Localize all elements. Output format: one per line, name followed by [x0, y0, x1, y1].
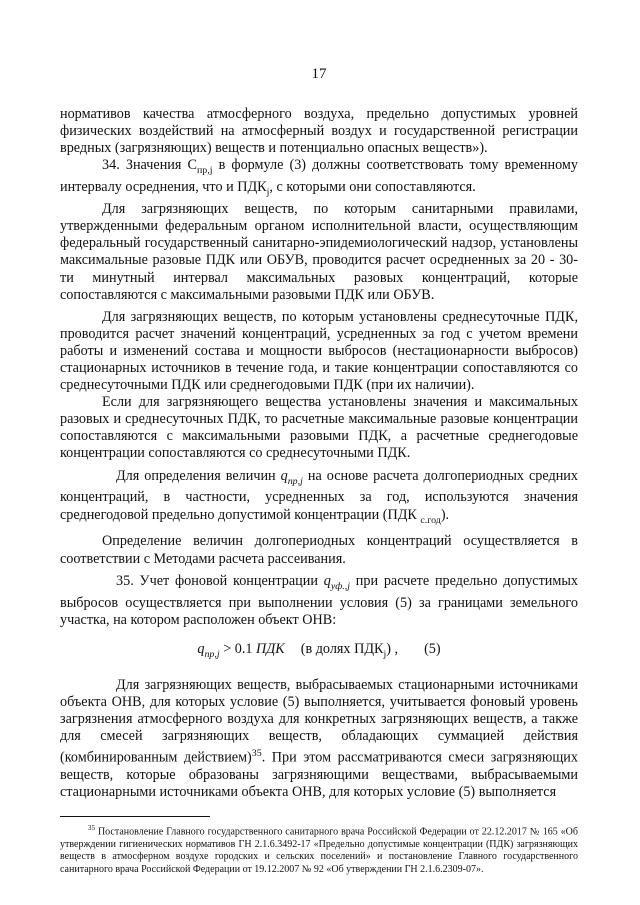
document-body: [60, 106, 578, 801]
paragraph-both-pdk: Если для загрязняющего вещества установлены значения и максимальных разовых и среднесуточных ПДК, то расчетные максимальные разовые концентрации сопоставляются с максимальными разовыми ПДК, а расчетные среднегодовые концентрации сопоставляются со среднесуточными ПДК.: [60, 394, 578, 462]
paragraph-max-single-pdk: Для загрязняющих веществ, по которым санитарными правилами, утвержденными федеральным органом исполнительной власти, осуществляющим федеральный государственный санитарно-эпидемиологический надзор, установлены максимальные разовые ПДК или ОБУВ, проводится расчет осредненных за 20 - 30-ти минутный интервал максимальных разовых концентраций, которые сопоставляются с максимальными разовыми ПДК или ОБУВ.: [60, 201, 578, 303]
paragraph-daily-pdk: Для загрязняющих веществ, по которым установлены среднесуточные ПДК, проводится расчет значений концентраций, усредненных за год с учетом времени работы и изменений состава и мощности выбросов (нестационарности выбросов) стационарных источников в течение года, и такие концентрации сопоставляются со среднесуточными ПДК или среднегодовыми ПДК (при их наличии).: [60, 308, 578, 394]
footnote-35: $^{35}$ Постановление Главного государственного санитарного врача Российской Федерации от 22.12.2017 № 165 «Об утверждении гигиенических нормативов ГН 2.1.6.3492-17 «Предельно допустимые концентрации (ПДК) загрязняющих веществ в атмосферном воздухе городских и сельских поселений» и постановление Главного государственного санитарного врача Российской Федерации от 19.12.2007 № 92 «Об утверждении ГН 2.1.6.2309-07».: [60, 824, 578, 875]
paragraph-35: 35. Учет фоновой концентрации $q_{уф.,j}$ при расчете предельно допустимых выбросов осуществляется при выполнении условия (5) за границами земельного участка, на котором расположен объект ОНВ:: [60, 572, 578, 628]
formula-5: $q_{пр,j} > 0.1$ ПДК (в долях $ПДК_j$) , (5): [197, 640, 441, 660]
paragraph-long-period: Для определения величин $q_{пр,j}$ на основе расчета долгопериодных средних концентраций, в частности, усредненных за год, используются значения среднегодовой предельно допустимой концентрации (ПДК $_{с.год}$).: [60, 467, 578, 526]
paragraph-dispersion-methods: Определение величин долгопериодных концентраций осуществляется в соответствии с Методами расчета рассеивания.: [60, 533, 578, 567]
paragraph-background-level: Для загрязняющих веществ, выбрасываемых стационарными источниками объекта ОНВ, для которых условие (5) выполняется, учитывается фоновый уровень загрязнения атмосферного воздуха для конкретных загрязняющих веществ, а также для смесей загрязняющих веществ, обладающих суммацией действия (комбинированным действием)$^{35}$. При этом рассматриваются смеси загрязняющих веществ, которые образованы загрязняющими веществами, выбрасываемыми стационарными источниками объекта ОНВ, для которых условие (5) выполняется: [60, 676, 578, 800]
paragraph-34: 34. Значения $C_{пр,j}$ в формуле (3) должны соответствовать тому временному интервалу осреднения, что и $ПДК_j$, с которыми они сопоставляются.: [60, 157, 578, 199]
paragraph-continuation: нормативов качества атмосферного воздуха, предельно допустимых уровней физических воздействий на атмосферный воздух и государственной регистрации вредных (загрязняющих) веществ и потенциально опасных веществ»).: [60, 106, 578, 157]
page-number: 17: [311, 66, 327, 82]
footnote-divider: [60, 816, 210, 817]
